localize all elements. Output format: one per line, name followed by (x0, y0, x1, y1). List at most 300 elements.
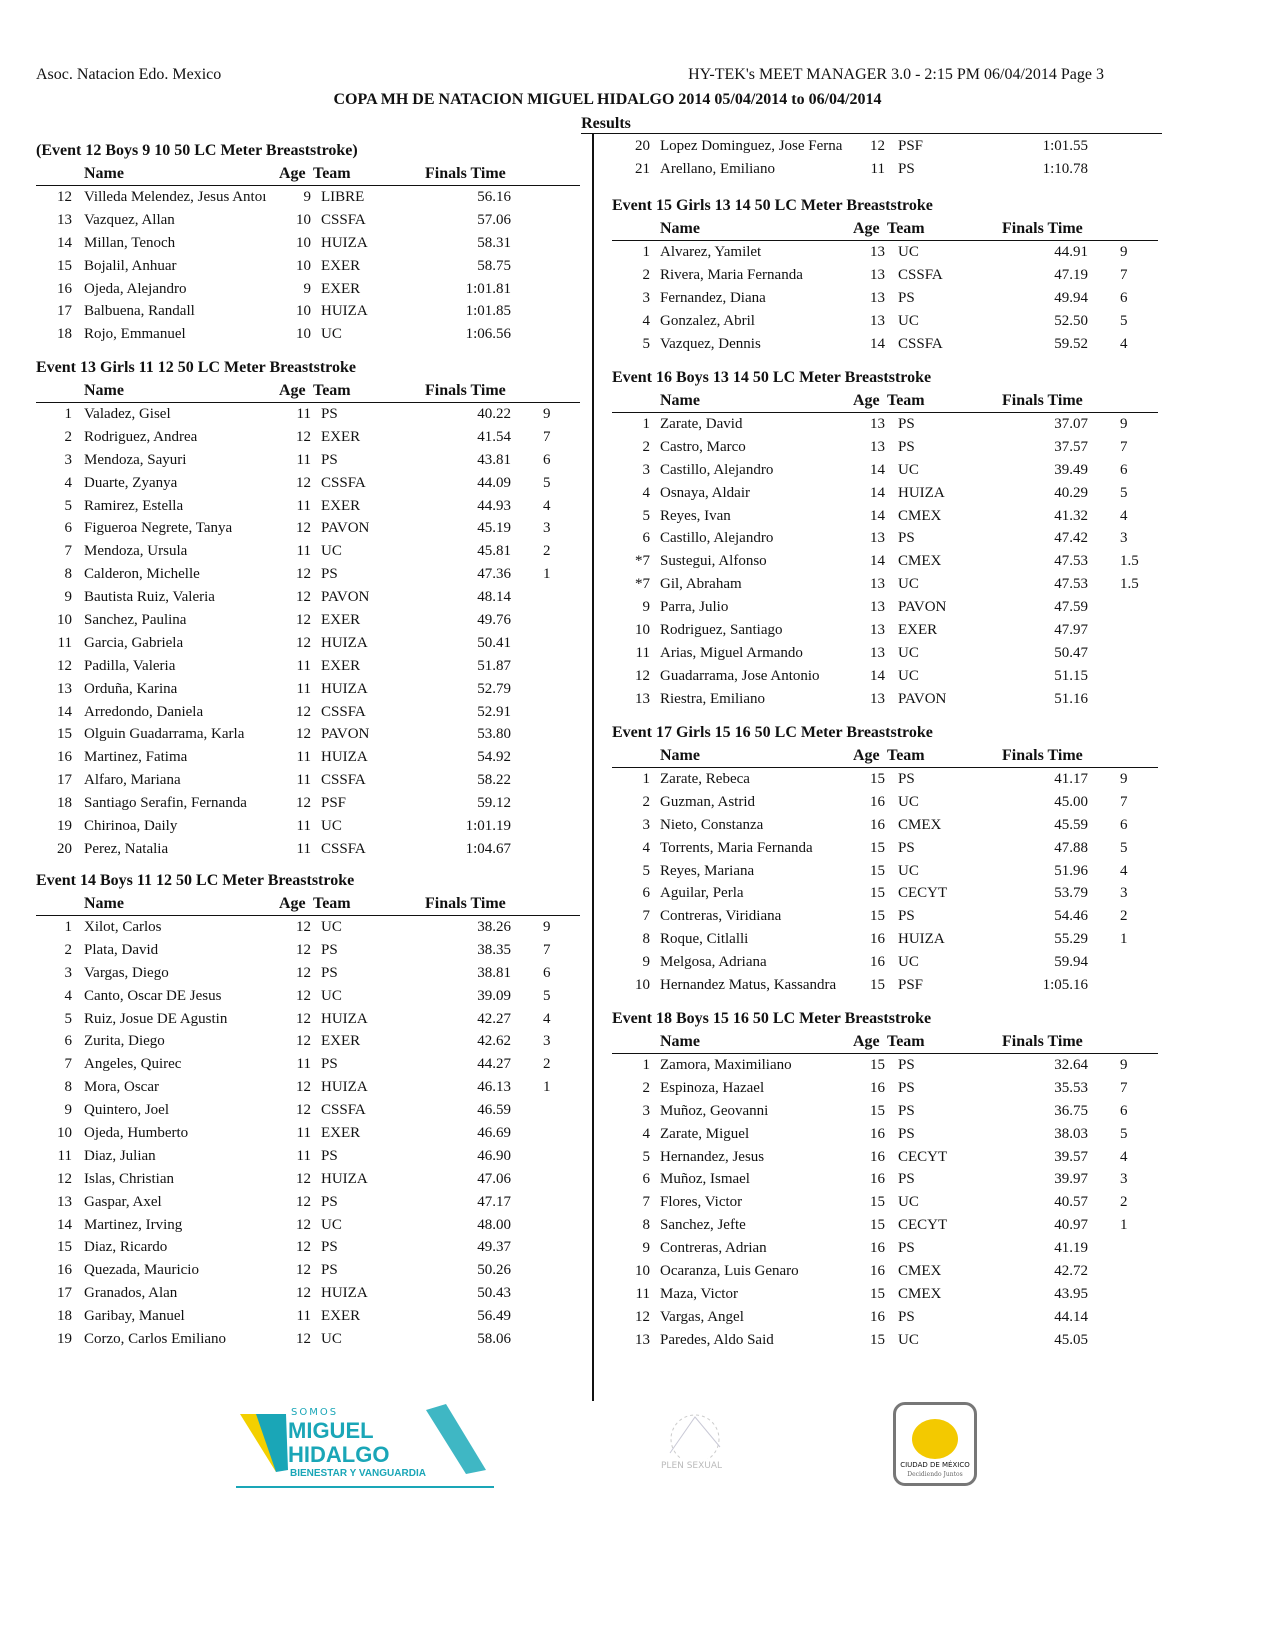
column-team-header: Team (313, 382, 351, 399)
event-title: Event 18 Boys 15 16 50 LC Meter Breaststroke (612, 1010, 932, 1027)
age: 12 (296, 919, 311, 935)
finals-time: 46.90 (477, 1147, 511, 1164)
age: 15 (870, 839, 885, 856)
result-row (612, 459, 1158, 482)
age: 16 (870, 1148, 885, 1165)
age: 10 (296, 234, 311, 251)
team: EXER (321, 612, 361, 629)
age: 15 (870, 1057, 885, 1073)
place: 1 (642, 771, 650, 787)
place: 1 (642, 416, 650, 432)
team: UC (321, 987, 342, 1004)
points: 3 (1120, 530, 1128, 547)
points: 7 (1120, 1079, 1128, 1096)
place: 2 (642, 438, 650, 455)
result-row (612, 1168, 1158, 1191)
place: 8 (64, 566, 72, 583)
team: PS (321, 964, 338, 981)
column-team-header: Team (313, 165, 351, 182)
place: 5 (642, 862, 650, 879)
swimmer-name: Martinez, Irving (84, 1216, 183, 1233)
finals-time: 44.91 (1054, 244, 1088, 260)
result-row (612, 505, 1158, 528)
finals-time: 47.06 (477, 1170, 511, 1187)
result-row (36, 815, 580, 838)
age: 12 (296, 474, 311, 491)
place: 10 (57, 1125, 72, 1142)
points: 7 (543, 941, 551, 958)
swimmer-name: Reyes, Mariana (660, 862, 755, 879)
team: PS (321, 566, 338, 583)
age: 11 (296, 772, 311, 789)
finals-time: 59.12 (477, 795, 511, 812)
team: UC (898, 793, 919, 810)
place: 11 (635, 644, 650, 661)
age: 15 (870, 862, 885, 879)
team: PSF (898, 138, 924, 154)
team: HUIZA (321, 234, 368, 251)
finals-time: 44.27 (477, 1056, 511, 1073)
finals-time: 42.72 (1054, 1263, 1088, 1280)
finals-time: 58.06 (477, 1331, 511, 1348)
result-row (36, 323, 580, 346)
finals-time: 37.07 (1054, 416, 1088, 432)
finals-time: 38.26 (477, 919, 511, 935)
place: 4 (642, 839, 650, 856)
swimmer-name: Flores, Victor (660, 1194, 743, 1211)
age: 13 (870, 690, 885, 707)
result-row (36, 517, 580, 540)
team: HUIZA (321, 1010, 368, 1027)
swimmer-name: Guadarrama, Jose Antonio (660, 667, 820, 684)
place: 6 (642, 1171, 650, 1188)
team: PS (898, 416, 915, 432)
points: 1 (1120, 931, 1128, 948)
finals-time: 50.47 (1054, 644, 1088, 661)
place: 13 (635, 1331, 650, 1348)
result-row (612, 905, 1158, 928)
team: EXER (321, 280, 361, 297)
swimmer-name: Duarte, Zyanya (84, 474, 178, 491)
place: 4 (642, 484, 650, 501)
age: 13 (870, 438, 885, 455)
age: 9 (303, 189, 311, 205)
finals-time: 44.09 (477, 474, 511, 491)
team: UC (898, 667, 919, 684)
age: 11 (296, 1308, 311, 1325)
team: UC (321, 1331, 342, 1348)
result-row (36, 985, 580, 1008)
result-row (36, 609, 580, 632)
age: 16 (870, 1240, 885, 1257)
age: 12 (296, 703, 311, 720)
team: CECYT (898, 885, 948, 902)
finals-time: 51.96 (1054, 862, 1088, 879)
result-row (612, 951, 1158, 974)
swimmer-name: Santiago Serafin, Fernanda (84, 795, 247, 812)
result-row (612, 665, 1158, 688)
result-row (612, 527, 1158, 550)
result-row (36, 746, 580, 769)
swimmer-name: Balbuena, Randall (84, 303, 195, 320)
team: PS (898, 1308, 915, 1325)
swimmer-name: Olguin Guadarrama, Karla (84, 726, 245, 743)
age: 13 (870, 576, 885, 593)
finals-time: 46.13 (477, 1079, 511, 1096)
team: CMEX (898, 1263, 942, 1280)
column-divider (592, 133, 594, 1401)
age: 16 (870, 1125, 885, 1142)
points: 2 (543, 543, 551, 560)
place: 17 (57, 303, 72, 320)
result-row (612, 413, 1158, 436)
finals-time: 56.49 (477, 1308, 511, 1325)
swimmer-name: Granados, Alan (84, 1285, 178, 1302)
place: 15 (57, 257, 72, 274)
team: PS (898, 1171, 915, 1188)
age: 10 (296, 326, 311, 343)
age: 11 (296, 680, 311, 697)
swimmer-name: Contreras, Viridiana (660, 908, 782, 925)
team: EXER (321, 257, 361, 274)
team: LIBRE (321, 189, 365, 205)
finals-time: 39.57 (1054, 1148, 1088, 1165)
team: PS (321, 406, 338, 422)
age: 14 (870, 335, 885, 352)
finals-time: 58.22 (477, 772, 511, 789)
age: 12 (296, 1079, 311, 1096)
age: 12 (296, 1285, 311, 1302)
team: CMEX (898, 1285, 942, 1302)
result-row (36, 701, 580, 724)
software-info: HY-TEK's MEET MANAGER 3.0 - 2:15 PM 06/04/2014 Page 3 (688, 66, 1104, 83)
place: 19 (57, 818, 72, 835)
place: 8 (64, 1079, 72, 1096)
points: 6 (1120, 1102, 1128, 1119)
swimmer-name: Rivera, Maria Fernanda (660, 266, 803, 283)
result-row (36, 1122, 580, 1145)
age: 12 (296, 1102, 311, 1119)
age: 12 (296, 1262, 311, 1279)
cdmx-emblem-icon (912, 1419, 958, 1459)
swimmer-name: Roque, Citlalli (660, 931, 749, 948)
team: EXER (321, 428, 361, 445)
age: 12 (296, 795, 311, 812)
age: 11 (296, 406, 311, 422)
column-header-row (36, 380, 580, 403)
column-age-header: Age (853, 392, 880, 409)
result-row (36, 1053, 580, 1076)
swimmer-name: Plata, David (84, 941, 159, 958)
age: 9 (303, 280, 311, 297)
swimmer-name: Gonzalez, Abril (660, 312, 755, 329)
result-row (612, 619, 1158, 642)
points: 3 (543, 520, 551, 537)
team: CECYT (898, 1148, 948, 1165)
column-age-header: Age (853, 1033, 880, 1050)
finals-time: 35.53 (1054, 1079, 1088, 1096)
swimmer-name: Contreras, Adrian (660, 1240, 767, 1257)
team: UC (898, 1194, 919, 1211)
team: PS (898, 1125, 915, 1142)
age: 12 (296, 1216, 311, 1233)
swimmer-name: Ojeda, Alejandro (84, 280, 187, 297)
header-rule (581, 133, 1162, 134)
result-row (612, 310, 1158, 333)
team: PS (898, 1079, 915, 1096)
finals-time: 40.22 (477, 406, 511, 422)
place: 5 (64, 497, 72, 514)
place: 14 (57, 1216, 72, 1233)
column-team-header: Team (887, 220, 925, 237)
swimmer-name: Fernandez, Diana (660, 289, 766, 306)
column-time-header: Finals Time (1002, 220, 1083, 237)
team: UC (321, 543, 342, 560)
age: 12 (296, 634, 311, 651)
finals-time: 41.32 (1054, 507, 1088, 524)
finals-time: 40.29 (1054, 484, 1088, 501)
finals-time: 41.17 (1054, 771, 1088, 787)
place: 18 (57, 326, 72, 343)
swimmer-name: Millan, Tenoch (84, 234, 176, 251)
place: 6 (642, 885, 650, 902)
finals-time: 58.75 (477, 257, 511, 274)
swimmer-name: Padilla, Valeria (84, 657, 176, 674)
column-time-header: Finals Time (1002, 747, 1083, 764)
place: 11 (635, 1285, 650, 1302)
finals-time: 54.92 (477, 749, 511, 766)
column-age-header: Age (853, 220, 880, 237)
column-name-header: Name (660, 1033, 700, 1050)
swimmer-name: Mendoza, Ursula (84, 543, 188, 560)
finals-time: 40.57 (1054, 1194, 1088, 1211)
finals-time: 40.97 (1054, 1217, 1088, 1234)
result-row (612, 135, 1158, 158)
swimmer-name: Angeles, Quirec (84, 1056, 182, 1073)
swimmer-name: Aguilar, Perla (660, 885, 744, 902)
points: 2 (1120, 1194, 1128, 1211)
place: 7 (64, 1056, 72, 1073)
team: EXER (321, 1308, 361, 1325)
event-section (612, 135, 1158, 181)
swimmer-name: Vargas, Angel (660, 1308, 744, 1325)
result-row (36, 449, 580, 472)
place: 9 (642, 599, 650, 616)
swimmer-name: Vazquez, Allan (84, 211, 175, 228)
swimmer-name: Sanchez, Jefte (660, 1217, 746, 1234)
team: EXER (321, 497, 361, 514)
column-name-header: Name (84, 382, 124, 399)
place: 12 (635, 667, 650, 684)
swimmer-name: Hernandez, Jesus (660, 1148, 765, 1165)
result-row (612, 482, 1158, 505)
age: 13 (870, 266, 885, 283)
team: UC (898, 244, 919, 260)
swimmer-name: Mendoza, Sayuri (84, 451, 187, 468)
place: 2 (64, 428, 72, 445)
finals-time: 46.59 (477, 1102, 511, 1119)
finals-time: 47.88 (1054, 839, 1088, 856)
result-row (612, 1123, 1158, 1146)
swimmer-name: Muñoz, Ismael (660, 1171, 750, 1188)
team: PAVON (898, 690, 947, 707)
result-row (612, 287, 1158, 310)
team: PS (898, 771, 915, 787)
place: 10 (57, 612, 72, 629)
event-title: Event 17 Girls 15 16 50 LC Meter Breaststroke (612, 724, 933, 741)
result-row (612, 1191, 1158, 1214)
column-name-header: Name (84, 165, 124, 182)
result-row (612, 1306, 1158, 1329)
place: 3 (64, 451, 72, 468)
place: 7 (64, 543, 72, 560)
age: 16 (870, 1263, 885, 1280)
age: 15 (870, 1102, 885, 1119)
team: CSSFA (321, 474, 366, 491)
team: PS (321, 1147, 338, 1164)
team: PS (321, 1262, 338, 1279)
team: PSF (321, 795, 347, 812)
swimmer-name: Alfaro, Mariana (84, 772, 181, 789)
place: 1 (64, 406, 72, 422)
points: 9 (543, 406, 551, 422)
result-row (36, 278, 580, 301)
column-header-row (612, 390, 1158, 413)
place: 14 (57, 234, 72, 251)
team: PS (898, 1240, 915, 1257)
result-row (612, 1146, 1158, 1169)
place: 18 (57, 795, 72, 812)
team: CSSFA (321, 211, 366, 228)
result-row (36, 1008, 580, 1031)
result-row (612, 814, 1158, 837)
finals-time: 51.16 (1054, 690, 1088, 707)
finals-time: 51.15 (1054, 667, 1088, 684)
finals-time: 59.52 (1054, 335, 1088, 352)
finals-time: 39.09 (477, 987, 511, 1004)
result-row (612, 1260, 1158, 1283)
result-row (36, 1328, 580, 1351)
column-team-header: Team (887, 392, 925, 409)
finals-time: 47.19 (1054, 266, 1088, 283)
age: 15 (870, 1217, 885, 1234)
swimmer-name: Ocaranza, Luis Genaro (660, 1263, 799, 1280)
finals-time: 45.59 (1054, 816, 1088, 833)
place: 17 (57, 772, 72, 789)
place: 4 (64, 987, 72, 1004)
result-row (612, 837, 1158, 860)
finals-time: 49.94 (1054, 289, 1088, 306)
swimmer-name: Corzo, Carlos Emiliano (84, 1331, 227, 1348)
result-row (36, 792, 580, 815)
event-title: Event 13 Girls 11 12 50 LC Meter Breaststroke (36, 359, 356, 376)
swimmer-name: Garcia, Gabriela (84, 634, 184, 651)
place: 12 (635, 1308, 650, 1325)
result-row (612, 333, 1158, 356)
swimmer-name: Islas, Christian (84, 1170, 174, 1187)
place: 8 (642, 1217, 650, 1234)
swimmer-name: Martinez, Fatima (84, 749, 188, 766)
points: 3 (543, 1033, 551, 1050)
team: HUIZA (321, 1170, 368, 1187)
points: 4 (1120, 507, 1128, 524)
age: 16 (870, 931, 885, 948)
swimmer-name: Quezada, Mauricio (84, 1262, 199, 1279)
points: 2 (543, 1056, 551, 1073)
event-section (612, 194, 1158, 355)
team: UC (321, 326, 342, 343)
finals-time: 47.59 (1054, 599, 1088, 616)
center-logo: PLEN SEXUAL (655, 1405, 735, 1485)
column-time-header: Finals Time (425, 165, 506, 182)
finals-time: 42.27 (477, 1010, 511, 1027)
place: 18 (57, 1308, 72, 1325)
result-row (36, 1076, 580, 1099)
age: 11 (296, 657, 311, 674)
finals-time: 55.29 (1054, 931, 1088, 948)
team: EXER (321, 1033, 361, 1050)
place: *7 (635, 553, 650, 570)
team: PS (898, 1057, 915, 1073)
result-row (612, 1054, 1158, 1077)
place: 13 (57, 211, 72, 228)
finals-time: 49.76 (477, 612, 511, 629)
points: 7 (1120, 438, 1128, 455)
age: 11 (296, 543, 311, 560)
points: 5 (543, 474, 551, 491)
team: UC (898, 576, 919, 593)
age: 12 (296, 1239, 311, 1256)
column-header-row (36, 163, 580, 186)
column-header-row (612, 1031, 1158, 1054)
swimmer-name: Reyes, Ivan (660, 507, 731, 524)
result-row (612, 158, 1158, 181)
swimmer-name: Sanchez, Paulina (84, 612, 187, 629)
place: 5 (642, 507, 650, 524)
points: 4 (1120, 862, 1128, 879)
finals-time: 39.97 (1054, 1171, 1088, 1188)
event-title: Event 14 Boys 11 12 50 LC Meter Breaststroke (36, 872, 355, 889)
age: 10 (296, 257, 311, 274)
finals-time: 50.41 (477, 634, 511, 651)
swimmer-name: Castillo, Alejandro (660, 461, 774, 478)
age: 12 (296, 941, 311, 958)
place: 14 (57, 703, 72, 720)
age: 12 (296, 589, 311, 606)
team: CSSFA (321, 840, 366, 857)
age: 12 (296, 1033, 311, 1050)
result-row (612, 573, 1158, 596)
points: 2 (1120, 908, 1128, 925)
result-row (612, 860, 1158, 883)
team: EXER (321, 1125, 361, 1142)
age: 14 (870, 507, 885, 524)
result-row (36, 563, 580, 586)
event-title: Event 15 Girls 13 14 50 LC Meter Breaststroke (612, 197, 933, 214)
age: 13 (870, 289, 885, 306)
swimmer-name: Arredondo, Daniela (84, 703, 204, 720)
place: 1 (642, 244, 650, 260)
swimmer-name: Ruiz, Josue DE Agustin (84, 1010, 228, 1027)
place: 13 (57, 680, 72, 697)
result-row (36, 586, 580, 609)
place: 8 (642, 931, 650, 948)
column-name-header: Name (660, 392, 700, 409)
result-row (36, 1236, 580, 1259)
place: 12 (57, 1170, 72, 1187)
finals-time: 45.19 (477, 520, 511, 537)
result-row (36, 1305, 580, 1328)
